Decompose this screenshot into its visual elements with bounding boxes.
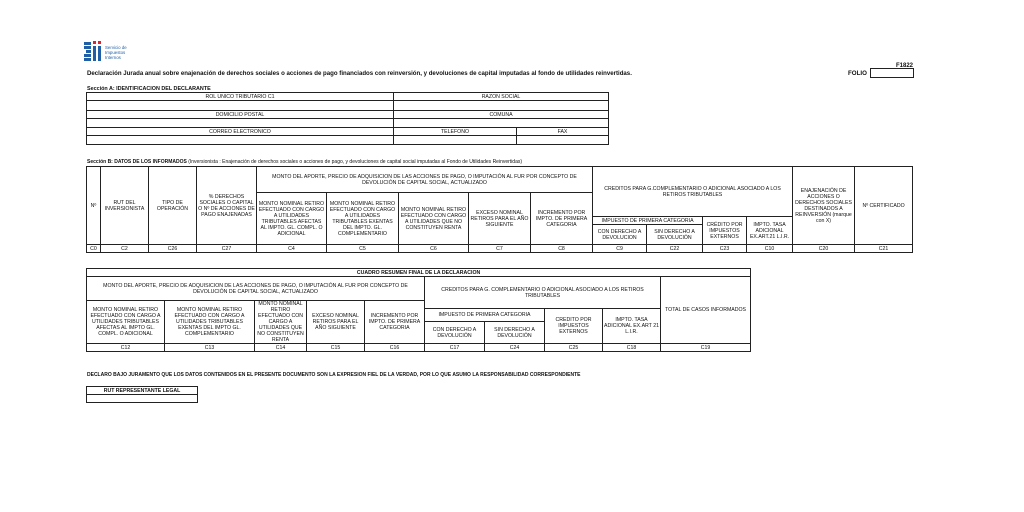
b-h-monto: MONTO DEL APORTE, PRECIO DE ADQUISICION DE LAS ACCIONES DE PAGO, O IMPUTACIÓN AL FUR POR CONCEPTO DE DEVOLUCIÓN DE CAPITAL SOCIAL, ACTUALIZADO — [257, 167, 593, 193]
c-h-externos: CREDITO POR IMPUESTOS EXTERNOS — [545, 309, 603, 344]
b-code: C8 — [531, 245, 593, 253]
form-code: F1822 — [895, 63, 913, 69]
b-h-sin-derecho: SIN DERECHO A DEVOLUCIÓN — [647, 225, 703, 245]
comuna-input[interactable] — [394, 119, 609, 128]
form-title: Declaración Jurada anual sobre enajenación de derechos sociales o acciones de pago financiados con reinversión, y devoluciones de capital imputadas al fondo de utilidades reinvertidas. — [87, 70, 632, 77]
section-b-title — [87, 159, 522, 165]
c-code: C18 — [603, 344, 661, 352]
c-h-monto: MONTO DEL APORTE, PRECIO DE ADQUISICION DE LAS ACCIONES DE PAGO, O IMPUTACIÓN AL FUR POR CONCEPTO DE DEVOLUCIÓN DE CAPITAL SOCIAL, ACTUALIZADO — [87, 277, 425, 301]
fax-label: FAX — [517, 128, 609, 136]
b-h-ipc: IMPUESTO DE PRIMERA CATEGORIA — [593, 217, 703, 225]
rut-representante-input[interactable] — [87, 395, 198, 403]
b-h-con-derecho: CON DERECHO A DEVOLUCION — [593, 225, 647, 245]
correo-label: CORREO ELECTRONICO — [87, 128, 394, 136]
b-code: C7 — [469, 245, 531, 253]
telefono-label: TELEFONO — [394, 128, 517, 136]
b-code: C26 — [149, 245, 197, 253]
c-code: C14 — [255, 344, 307, 352]
c-h-m5: INCREMENTO POR IMPTO. DE PRIMERA CATEGORIA — [365, 301, 425, 344]
b-h-tasa: IMPTO. TASA ADICIONAL EX.ART.21 L.I.R. — [747, 217, 793, 245]
domicilio-label: DOMICILIO POSTAL — [87, 111, 394, 119]
domicilio-input[interactable] — [87, 119, 394, 128]
cuadro-resumen-table — [86, 268, 751, 352]
fax-input[interactable] — [517, 136, 609, 145]
b-h-m2: MONTO NOMINAL RETIRO EFECTUADO CON CARGO A UTILIDADES TRIBUTABLES EXENTAS DEL IMPTO. GL. COMPLEMENTARIO — [327, 193, 399, 245]
b-code: C10 — [747, 245, 793, 253]
b-h-externos: CRÉDITO POR IMPUESTOS EXTERNOS — [703, 217, 747, 245]
section-b-title-text: Sección B: DATOS DE LOS INFORMADOS — [87, 159, 187, 165]
c-h-m3: MONTO NOMINAL RETIRO EFECTUADO CON CARGO A UTILIDADES QUE NO CONSTITUYEN RENTA — [255, 301, 307, 344]
c-h-m1: MONTO NOMINAL RETIRO EFECTUADO CON CARGO A UTILIDADES TRIBUTABLES AFECTAS AL IMPTO GL. COMPL. O ADICIONAL — [87, 301, 165, 344]
b-h-m3: MONTO NOMINAL RETIRO EFECTUADO CON CARGO A UTILIDADES QUE NO CONSTITUYEN RENTA — [399, 193, 469, 245]
b-code: C4 — [257, 245, 327, 253]
c-code: C12 — [87, 344, 165, 352]
logo-org-line1: Servicio de — [105, 45, 127, 50]
declaration-text: DECLARO BAJO JURAMENTO QUE LOS DATOS CONTENIDOS EN EL PRESENTE DOCUMENTO SON LA EXPRESION FIEL DE LA VERDAD, POR LO QUE ASUMO LA RESPONSABILIDAD CORRESPONDIENTE — [87, 372, 581, 378]
b-h-no: Nº — [87, 167, 101, 245]
logo-org-line2: Impuestos — [105, 50, 126, 55]
c-code: C24 — [485, 344, 545, 352]
c-h-tasa: IMPTO. TASA ADICIONAL EX.ART 21 L.I.R. — [603, 309, 661, 344]
folio-input[interactable] — [870, 68, 914, 78]
razon-social-input[interactable] — [394, 101, 609, 111]
b-h-enajenacion: ENAJENACIÓN DE ACCIONES O DERECHOS SOCIALES DESTINADOS A REINVERSIÓN (marque con X) — [793, 167, 855, 245]
b-code: C2 — [101, 245, 149, 253]
c-h-m4: EXCESO NOMINAL RETIROS PARA EL AÑO SIGUIENTE — [307, 301, 365, 344]
b-code: C21 — [855, 245, 913, 253]
correo-input[interactable] — [87, 136, 394, 145]
b-code: C27 — [197, 245, 257, 253]
b-code: C23 — [703, 245, 747, 253]
telefono-input[interactable] — [394, 136, 517, 145]
b-h-creditos: CREDITOS PARA G.COMPLEMENTARIO O ADICIONAL ASOCIADO A LOS RETIROS TRIBUTABLES — [593, 167, 793, 217]
b-h-m5: INCREMENTO POR IMPTO. DE PRIMERA CATEGORIA — [531, 193, 593, 245]
comuna-label: COMUNA — [394, 111, 609, 119]
sii-logo-mark — [84, 40, 104, 66]
c-code: C13 — [165, 344, 255, 352]
c-h-sin-derecho: SIN DERECHO A DEVOLUCIÓN — [485, 322, 545, 344]
section-b-table — [86, 166, 913, 253]
b-code: C22 — [647, 245, 703, 253]
b-code: C20 — [793, 245, 855, 253]
c-h-con-derecho: CON DERECHO A DEVOLUCIÓN — [425, 322, 485, 344]
folio-label: FOLIO — [848, 70, 867, 77]
b-code: C0 — [87, 245, 101, 253]
c-h-total: TOTAL DE CASOS INFORMADOS — [661, 277, 751, 344]
rol-input[interactable] — [87, 101, 394, 111]
b-h-tipo: TIPO DE OPERACIÓN — [149, 167, 197, 245]
b-h-m4: EXCESO NOMINAL RETIROS PARA EL AÑO SIGUIENTE — [469, 193, 531, 245]
c-h-m2: MONTO NOMINAL RETIRO EFECTUADO CON CARGO A UTILIDADES TRIBUTABLES EXENTAS DEL IMPTO GL. COMPLEMENTARIO — [165, 301, 255, 344]
section-a-table — [86, 92, 609, 145]
c-code: C19 — [661, 344, 751, 352]
rut-representante-label: RUT REPRESENTANTE LEGAL — [87, 387, 198, 395]
b-h-certificado: Nº CERTIFICADO — [855, 167, 913, 245]
b-h-pct: % DERECHOS SOCIALES O CAPITAL O Nº DE ACCIONES DE PAGO ENAJENADAS — [197, 167, 257, 245]
logo-org-line3: Internos — [105, 55, 121, 60]
c-h-creditos: CREDITOS PARA G. COMPLEMENTARIO O ADICIONAL ASOCIADO A LOS RETIROS TRIBUTABLES — [425, 277, 661, 309]
b-h-rut: RUT DEL INVERSIONISTA — [101, 167, 149, 245]
b-code: C9 — [593, 245, 647, 253]
b-h-m1: MONTO NOMINAL RETIRO EFECTUADO CON CARGO A UTILIDADES TRIBUTABLES AFECTAS AL IMPTO. GL. COMPL. O ADICIONAL — [257, 193, 327, 245]
section-a-title: Sección A: IDENTIFICACION DEL DECLARANTE — [87, 86, 211, 92]
c-h-ipc: IMPUESTO DE PRIMERA CATEGORIA — [425, 309, 545, 322]
rut-representante-table — [86, 386, 198, 403]
c-code: C17 — [425, 344, 485, 352]
b-code: C6 — [399, 245, 469, 253]
razon-social-label: RAZON SOCIAL — [394, 93, 609, 101]
section-b-subtitle: (Inversionista : Enajenación de derechos sociales o acciones de pago, y devoluciones de capital social imputadas al Fondo de Utilidades Reinvertidas) — [188, 159, 523, 165]
rol-label: ROL UNICO TRIBUTARIO C1 — [87, 93, 394, 101]
c-code: C25 — [545, 344, 603, 352]
c-code: C15 — [307, 344, 365, 352]
c-code: C16 — [365, 344, 425, 352]
sii-logo — [84, 40, 144, 66]
cuadro-title: CUADRO RESUMEN FINAL DE LA DECLARACION — [87, 269, 751, 277]
b-code: C5 — [327, 245, 399, 253]
